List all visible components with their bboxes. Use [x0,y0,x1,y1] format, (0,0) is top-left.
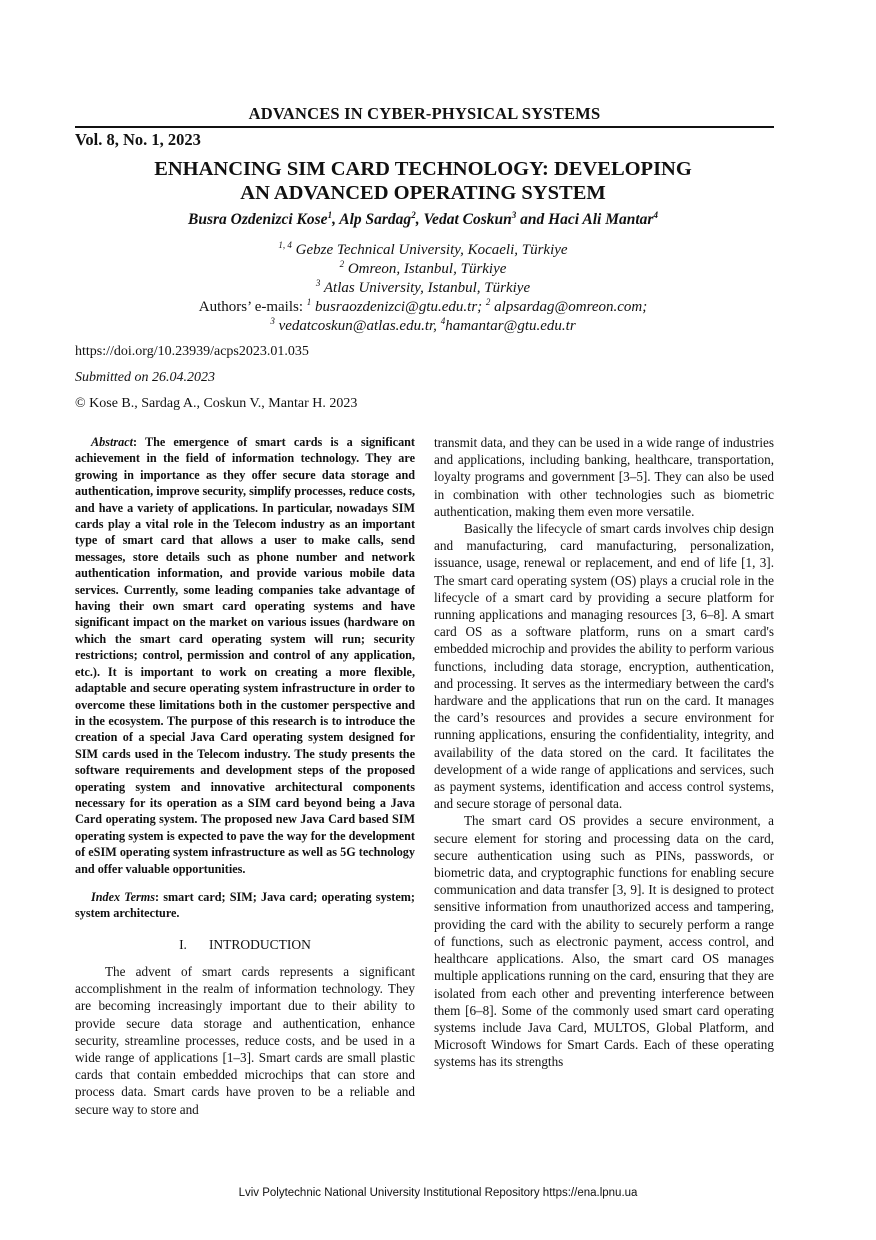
copyright: © Kose B., Sardag A., Coskun V., Mantar H. 2023 [75,396,358,411]
email-link[interactable]: vedatcoskun@atlas.edu.tr, [278,318,437,334]
affiliation-text: Gebze Technical University, Kocaeli, Türkiye [295,242,568,258]
email-sup: 1 [306,297,312,307]
emails-line-2 [100,317,746,336]
index-terms-text: : smart card; SIM; Java card; operating system; system architecture. [75,889,415,921]
author-sup: 2 [411,209,416,220]
affiliation [100,279,746,298]
email-sup: 4 [440,316,446,326]
paper-title [100,157,746,205]
author-sup: 1 [327,209,333,220]
affiliation [100,241,746,260]
emails-label: Authors’ e-mails: [198,299,304,315]
abstract-label: Abstract [91,435,133,449]
title-line-1: ENHANCING SIM CARD TECHNOLOGY: DEVELOPING [154,158,692,180]
repository-footer: Lviv Polytechnic National University Institutional Repository https://ena.lpnu.ua [238,1187,638,1199]
author-list [100,211,746,229]
right-paragraph-3: The smart card OS provides a secure environment, a secure element for storing and processing data on the card, secure authentication using such as PINs, passwords, or biometric data, and cryptographic functions for enabling secure communication and data transfer [3, 9]. It is designed to protect sensitive information from unauthorized access and tampering, providing the card with the ability to securely perform a range of functions, such as electronic payment, access control, and healthcare applications. Also, the smart card OS manages multiple applications running on the card, ensuring that they are isolated from each other and preventing interference between them [6–8]. Some of the commonly used smart card operating systems include Java Card, MULTOS, Global Platform, and Microsoft Windows for Smart Cards. Each of these operating systems has its strengths [434,813,774,1070]
author-sep: , [332,211,340,228]
right-paragraph-1: transmit data, and they can be used in a wide range of industries and applications, including banking, healthcare, transportation, loyalty programs and government [3–5]. They can also be used in combination with other technologies such as biometric authentication, making them even more versatile. [434,435,774,519]
submitted-date: Submitted on 26.04.2023 [75,370,215,385]
volume-info: Vol. 8, No. 1, 2023 [75,130,201,149]
affiliation-sup: 2 [339,259,345,269]
affiliation-sup: 3 [315,278,321,288]
index-terms [75,889,415,922]
email-link[interactable]: busraozdenizci@gtu.edu.tr; [315,299,483,315]
journal-name: ADVANCES IN CYBER-PHYSICAL SYSTEMS [248,104,601,123]
left-column [75,434,415,1118]
affiliation-text: Omreon, Istanbul, Türkiye [347,261,507,277]
email-sup: 2 [485,297,491,307]
intro-paragraph-1: The advent of smart cards represents a significant accomplishment in the realm of information technology. They are becoming increasingly important due to their ability to provide secure data storage and authentication, enhance security, streamline processes, reduce costs, and be used in a wide range of applications [1–3]. Smart cards are small plastic cards that contain embedded microchips that can store and process data. Smart cards have proven to be a reliable and secure way to store and [75,963,415,1117]
right-column [434,434,774,1071]
emails-line-1 [100,298,746,317]
author-sup: 4 [653,209,658,220]
header-rule [75,126,774,128]
email-link[interactable]: hamantar@gtu.edu.tr [445,318,576,334]
author: Haci Ali Mantar [548,211,654,228]
abstract-text: : The emergence of smart cards is a significant achievement in the field of information technology. They are growing in importance as they offer secure data storage and authentication, improve security, simplify processes, reduce costs, and have a variety of applications. In particular, nowadays SIM cards play a vital role in the Telecom industry as an important type of smart card that allows a user to make calls, send messages, store details such as phone number and network authentication information, and provide various mobile data services. Currently, some leading companies take advantage of having their own smart card operating systems and have significant impact on the market on various issues (hardware on which the smart card operating system will run; security restrictions; control, permission and control of any application, etc.). It is important to work on creating a more flexible, adaptable and secure operating system infrastructure in order to overcome these limitations both in the customer perspective and in the ecosystem. The purpose of this research is to introduce the creation of a special Java Card operating system designed for SIM cards used in the Telecom industry. The study presents the software requirements and development steps of the proposed operating system and innovative architectural components necessary for its operation as a SIM card beyond being a Java Card operating system. The proposed new Java Card based SIM operating system is expected to pave the way for the development of eSIM operating system infrastructure as well as 5G technology and offer valuable opportunities. [75,435,415,876]
affiliation-sup: 1, 4 [278,240,292,250]
affiliations [100,241,746,336]
affiliation-text: Atlas University, Istanbul, Türkiye [323,280,531,296]
right-paragraph-2: Basically the lifecycle of smart cards involves chip design and manufacturing, card manufacturing, personalization, issuance, usage, renewal or replacement, and end of life [1, 3]. The smart card operating system (OS) plays a crucial role in the lifecycle of a smart card by providing a secure platform for running applications and managing resources [3, 6–8]. A smart card OS as a software platform, runs on a smart card's embedded microchip and provides the ability to perform various functions, including data storage, encryption, authentication, and processing. It serves as the intermediary between the card's hardware and the applications that run on the card. It manages the card’s resources and provides a secure environment for running applications, ensuring the confidentiality, integrity, and availability of the data stored on the card. It facilitates the development of a wide range of applications and services, such as payment systems, identification and access control systems, and secure storage of personal data. [434,521,774,812]
title-line-2: AN ADVANCED OPERATING SYSTEM [240,182,606,204]
section-heading [75,936,415,953]
abstract [75,434,415,877]
author-sep: and [516,211,549,228]
author: Busra Ozdenizci Kose [188,211,328,228]
index-terms-label: Index Terms [91,889,155,904]
author: Vedat Coskun [423,211,512,228]
author-sep: , [415,211,424,228]
affiliation [100,260,746,279]
section-title: INTRODUCTION [208,936,311,952]
email-link[interactable]: alpsardag@omreon.com; [494,299,648,315]
author: Alp Sardag [339,211,412,228]
doi-link[interactable]: https://doi.org/10.23939/acps2023.01.035 [75,344,309,359]
author-sup: 3 [511,209,517,220]
section-number: I. [179,936,187,952]
email-sup: 3 [270,316,275,326]
